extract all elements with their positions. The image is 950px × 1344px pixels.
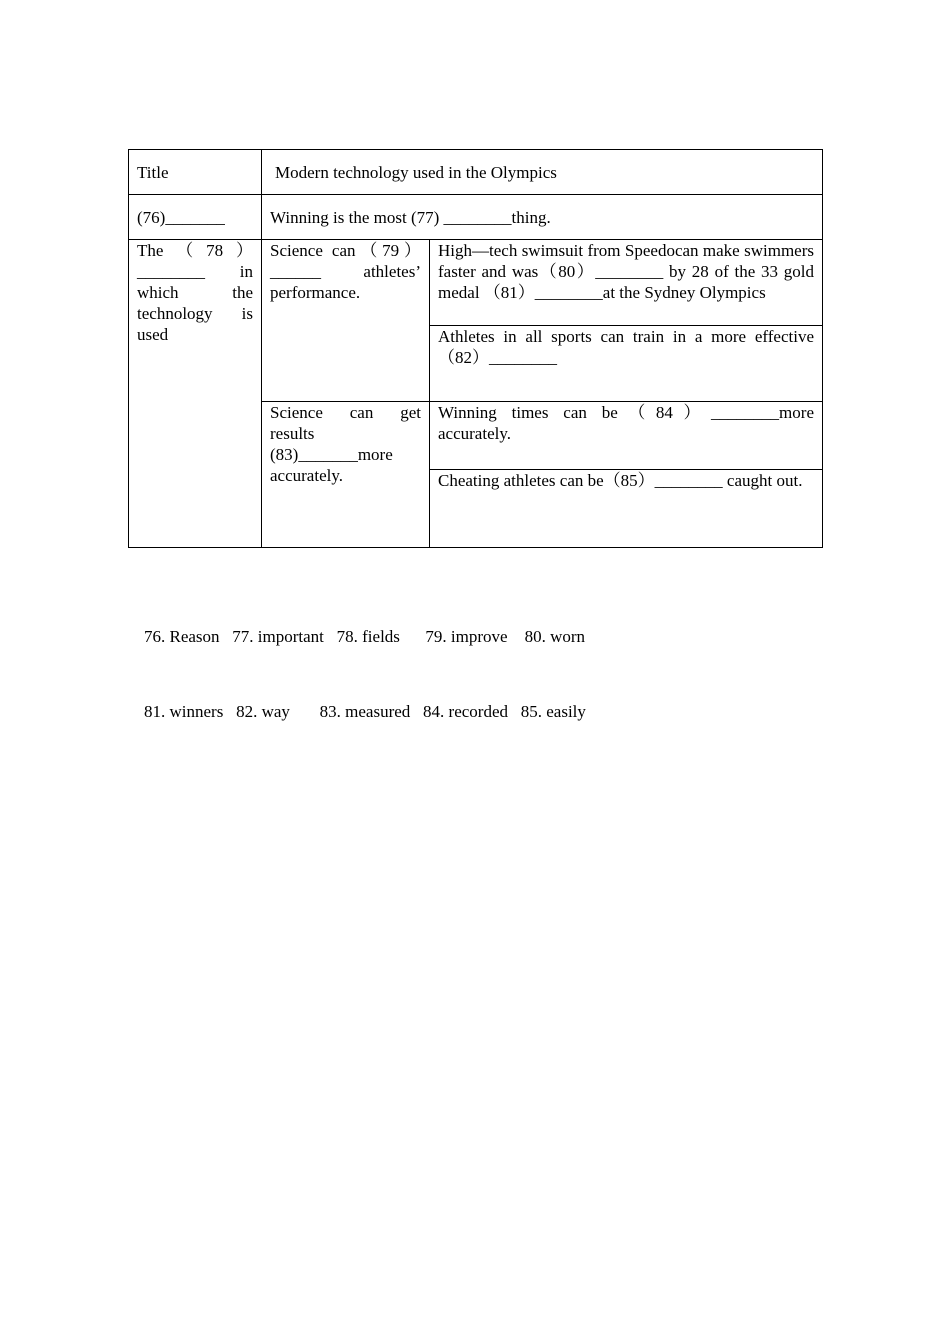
winning-times-cell: Winning times can be（84）________more accurately. [430,402,823,470]
main-idea-row [129,195,823,240]
title-row [129,150,823,195]
detail-row-1 [129,240,823,326]
main-idea-label-cell: (76)_______ [129,195,262,240]
science-results-cell: Science can get results (83)_______more accurately. [262,402,430,548]
title-label-cell: Title [129,150,262,195]
outline-table [128,149,823,548]
title-value-cell: Modern technology used in the Olympics [262,150,823,195]
answer-line-1: 76. Reason 77. important 78. fields 79. improve 80. worn [144,627,586,646]
swimsuit-detail-cell: High—tech swimsuit from Speedocan make swimmers faster and was（80）________ by 28 of the 33 gold medal （81）________at the Sydney Olympics [430,240,823,326]
cheating-cell: Cheating athletes can be（85）________ caught out. [430,470,823,548]
science-improve-cell: Science can（79）______ athletes’ performance. [262,240,430,402]
answer-key [144,574,586,774]
training-detail-cell: Athletes in all sports can train in a more effective（82）________ [430,326,823,402]
main-idea-value-cell: Winning is the most (77) ________thing. [262,195,823,240]
answer-line-2: 81. winners 82. way 83. measured 84. recorded 85. easily [144,702,586,721]
fields-label-cell: The（78）________ in which the technology is used [129,240,262,548]
